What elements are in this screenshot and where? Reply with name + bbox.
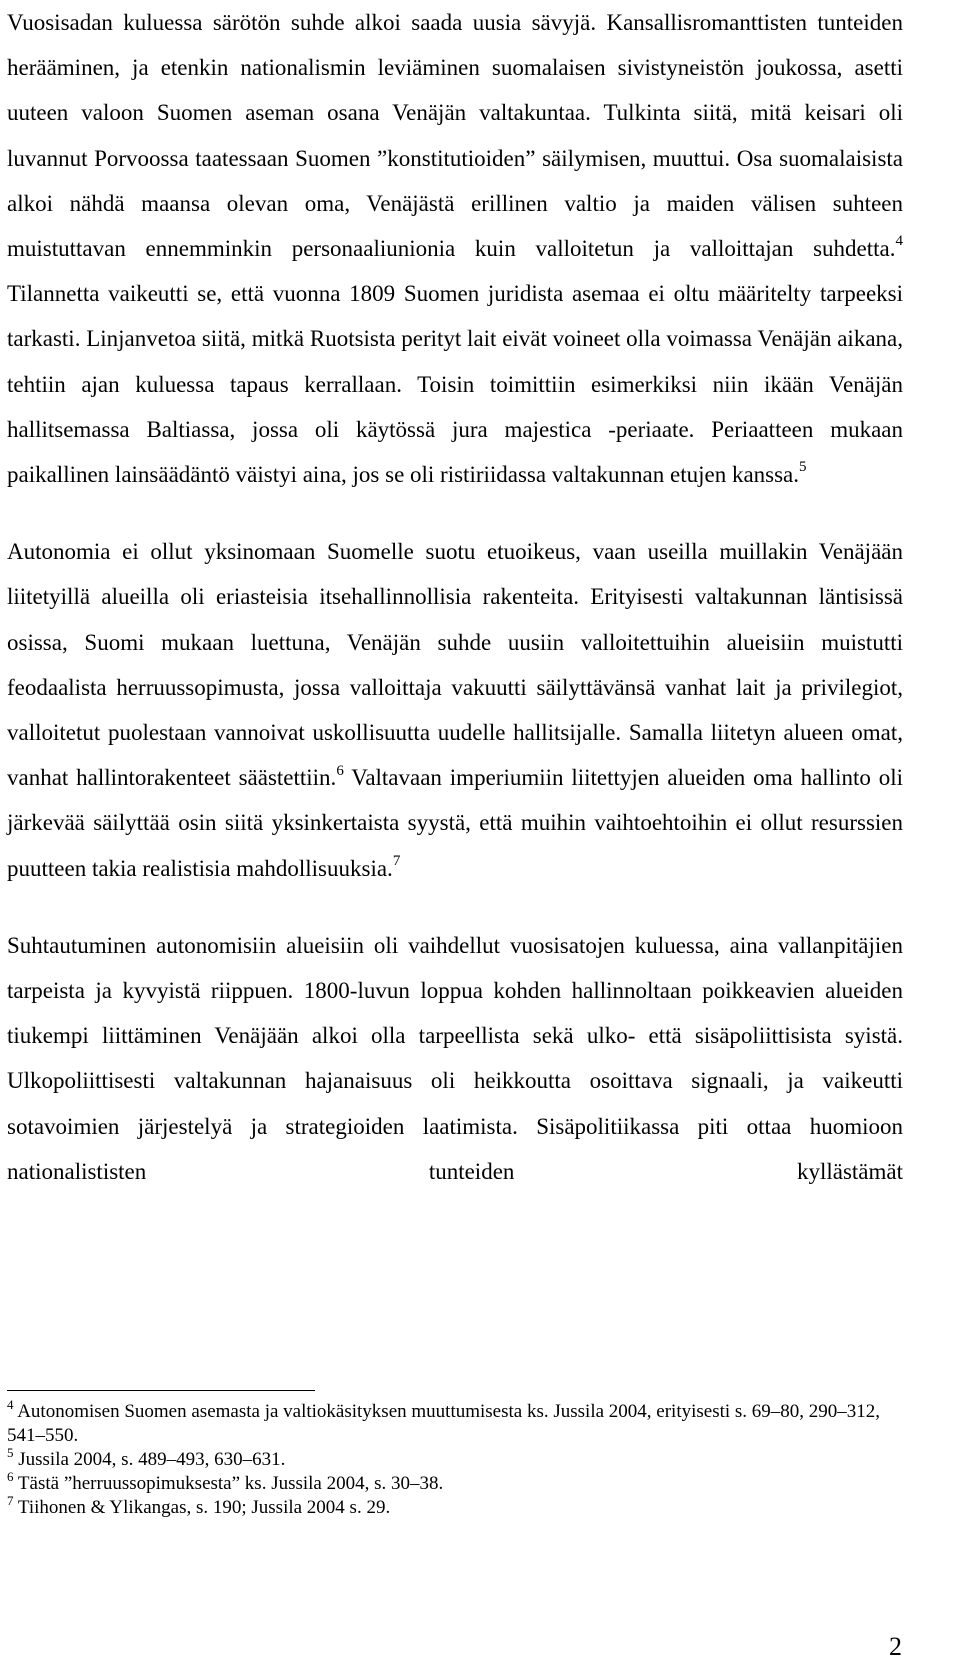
footnote-reference[interactable]: 6 — [336, 762, 344, 779]
paragraph-text: Tilannetta vaikeutti se, että vuonna 1809 Suomen juridista asemaa ei oltu määritelty tarpeeksi tarkasti. Linjanvetoa siitä, mitkä Ruotsista perityt lait eivät voineet olla voimassa Venäjän aikana, tehtiin ajan kuluessa tapaus kerrallaan. Toisin toimittiin esimerkiksi niin ikään Venäjän hallitsemassa Baltiassa, jossa oli käytössä jura majestica -periaate. Periaatteen mukaan paikallinen lainsäädäntö väistyi aina, jos se oli ristiriidassa valtakunnan etujen kanssa. — [7, 281, 903, 488]
footnote — [7, 1492, 903, 1520]
footnote — [7, 1396, 903, 1448]
footnote-text: Tästä ”herruussopimuksesta” ks. Jussila 2004, s. 30–38. — [17, 1473, 444, 1494]
paragraph-text: Valtavaan imperiumiin liitettyjen alueiden oma hallinto oli järkevää säilyttää osin siitä yksinkertaista syystä, että muihin vaihtoehtoihin ei ollut resurssien puutteen takia realistisia mahdollisuuksia. — [7, 765, 904, 881]
footnote — [7, 1468, 903, 1496]
body-paragraph — [7, 923, 903, 1194]
footnote-reference[interactable]: 5 — [799, 459, 807, 476]
footnote-text: Jussila 2004, s. 489–493, 630–631. — [18, 1449, 286, 1470]
paragraph-text: Suhtautuminen autonomisiin alueisiin oli vaihdellut vuosisatojen kuluessa, aina vallanpitäjien tarpeista ja kyvyistä riippuen. 1800-luvun loppua kohden hallinnoltaan poikkeavien alueiden tiukempi liittäminen Venäjään alkoi olla tarpeellista sekä ulko- että sisäpoliittisista syistä. Ulkopoliittisesti valtakunnan hajanaisuus oli heikkoutta osoittava signaali, ja vaikeutti sotavoimien järjestelyä ja strategioiden laatimista. Sisäpolitiikassa piti ottaa huomioon nationalististen tunteiden kyllästämät — [7, 932, 903, 1184]
footnote-reference[interactable]: 4 — [895, 233, 903, 250]
footnote-text: Tiihonen & Ylikangas, s. 190; Jussila 2004 s. 29. — [17, 1497, 391, 1518]
document-page — [7, 0, 903, 1194]
paragraph-text: Vuosisadan kuluessa särötön suhde alkoi saada uusia sävyjä. Kansallisromanttisten tunteiden herääminen, ja etenkin nationalismin leviäminen suomalaisen sivistyneistön joukossa, asetti uuteen valoon Suomen aseman osana Venäjän valtakuntaa. Tulkinta siitä, mitä keisari oli luvannut Porvoossa taatessaan Suomen ”konstitutioiden” säilymisen, muuttui. Osa suomalaisista alkoi nähdä maansa olevan oma, Venäjästä erillinen valtio ja maiden välisen suhteen muistuttavan ennemminkin personaaliunionia kuin valloitetun ja valloittajan suhdetta. — [7, 10, 903, 262]
footnote-text: Autonomisen Suomen asemasta ja valtiokäsityksen muuttumisesta ks. Jussila 2004, erityisesti s. 69–80, 290–312, 541–550. — [7, 1401, 881, 1446]
footnote — [7, 1444, 903, 1472]
footnote-number: 6 — [7, 1468, 14, 1484]
footnote-reference[interactable]: 7 — [392, 853, 401, 869]
footnote-separator — [7, 1390, 315, 1391]
footnote-number: 5 — [7, 1444, 14, 1460]
page-number: 2 — [889, 1632, 902, 1661]
paragraph-text: Autonomia ei ollut yksinomaan Suomelle suotu etuoikeus, vaan useilla muillakin Venäjään liitetyillä alueilla oli eriasteisia itsehallinnollisia rakenteita. Erityisesti valtakunnan läntisissä osissa, Suomi mukaan luettuna, Venäjän suhde uusiin valloitettuihin alueisiin muistutti feodaalista herruussopimusta, jossa valloittaja vakuutti säilyttävänsä vanhat lait ja privilegiot, valloitetut puolestaan vannoivat uskollisuutta uudelle hallitsijalle. Samalla liitetyn alueen omat, vanhat hallintorakenteet säästettiin. — [7, 539, 903, 791]
footnote-number: 4 — [7, 1396, 14, 1412]
body-paragraph — [7, 0, 903, 497]
footnotes — [7, 1396, 903, 1520]
footnote-number: 7 — [7, 1492, 14, 1508]
body-paragraph — [7, 529, 903, 891]
